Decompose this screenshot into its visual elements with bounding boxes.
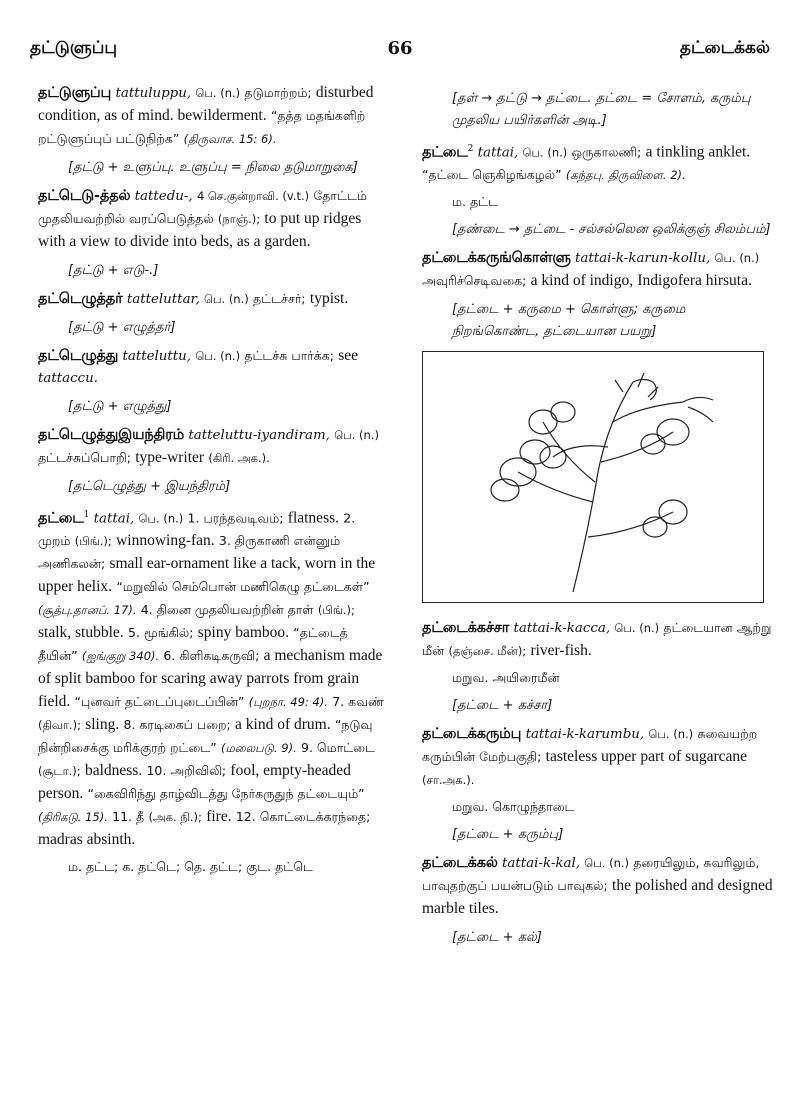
page-number: 66 — [387, 38, 413, 59]
tamil-gloss: சுவையற்ற கரும்பின் மேற்பகுதி; — [422, 726, 758, 765]
citation: (தஞ்சை. மீன்); — [448, 644, 527, 659]
pos: பெ. (n.) — [195, 86, 241, 100]
sense: 11. தீ — [112, 809, 145, 825]
entry — [38, 185, 390, 282]
english-gloss: madras absinth. — [38, 831, 136, 849]
citation: (சூத்பு.தானப். 17). — [38, 603, 137, 618]
etymology: [தள் → தட்டு → தட்டை. தட்டை = சோளம், கரும்பு முதலிய பயிர்களின் அடி.] — [452, 91, 751, 128]
etymology: [தட்டை + கச்சா] — [452, 698, 553, 714]
quotation: “தட்டை ஞெகிழங்கழல்” — [422, 167, 562, 183]
transliteration: tattai, — [477, 145, 519, 161]
sense: 12. கொட்டைக்கரந்தை; — [235, 809, 371, 825]
pos: பெ. (n.) — [138, 511, 184, 526]
transliteration: tattai-k-kacca, — [513, 621, 611, 637]
entry — [422, 723, 774, 846]
region: (நாஞ்.); — [217, 212, 261, 226]
etymology: [தண்டை → தட்டை - சல்சல்லென ஒலிக்குஞ் சிலம்பம்] — [452, 222, 771, 238]
quotation: “மறுவில் செம்பொன் மணிகெழு தட்டைகள்” — [116, 579, 370, 595]
etymology: [தட்டு + எழுத்தர்] — [68, 320, 176, 335]
pos: பெ. (n.) — [584, 856, 630, 871]
tamil-gloss: தட்டச்சு பார்க்க; — [244, 348, 334, 363]
tamil-gloss: ஒருகாலணி; — [571, 144, 642, 160]
quotation: “நடுவு நின்றிசைக்கு மரிக்குரற் றட்டை” — [38, 717, 373, 756]
right-column — [422, 82, 774, 955]
pos: பெ. (n.) — [614, 621, 660, 636]
pos: பெ. (n.) — [648, 727, 694, 742]
quotation: “தத்த மதங்களிற் றட்டுளுப்புப் பட்டுநிற்க” — [38, 108, 366, 146]
synonym: மறுவ. கொழுந்தாடை — [452, 799, 575, 815]
english-gloss: a kind of indigo, — [530, 272, 634, 290]
entry — [422, 138, 774, 241]
indigo-plant-illustration — [422, 351, 764, 603]
pos: பெ. (n.) — [195, 349, 241, 363]
homonym-number: 1 — [83, 510, 90, 520]
citation: (அக. நி.); — [148, 810, 202, 825]
sense: 6. கிளிகடிகருவி; — [163, 648, 260, 664]
headword: தட்டெழுத்தர் — [38, 291, 123, 307]
citation: (திரிகடு. 15). — [38, 810, 108, 825]
left-column — [38, 82, 390, 883]
header-right-word: தட்டைக்கல் — [679, 38, 770, 58]
headword: தட்டெழுத்து — [38, 348, 119, 364]
english-gloss: river-fish. — [530, 642, 592, 660]
entry — [422, 852, 774, 949]
entry — [38, 82, 390, 179]
tamil-gloss: தட்டையான ஆற்று மீன் — [422, 620, 772, 659]
etymology: [தட்டு + உளுப்பு. உளுப்பு = நிலை தடுமாறுகை] — [68, 160, 358, 175]
english-gloss: fire. — [206, 808, 232, 826]
tamil-gloss: அவுரிச்செடிவகை; — [422, 273, 527, 289]
entry — [38, 288, 390, 339]
header-left-word: தட்டுளுப்பு — [30, 38, 118, 58]
page-header — [30, 38, 770, 68]
english-gloss: sling. — [85, 716, 120, 734]
english-gloss: baldness. — [84, 762, 143, 780]
cognates: ம. தட்ட; க. தட்டெ; தெ. தட்ட; குட. தட்டெ — [68, 859, 313, 875]
transliteration: tattuluppu, — [115, 86, 192, 101]
sense: 9. மொட்டை — [301, 740, 375, 756]
citation: (ஐங்குறு 340). — [81, 649, 160, 664]
etymology: [தட்டை + கருமை + கொள்ளு; கருமை நிறங்கொண்ட, தட்டையான பயறு] — [452, 302, 686, 340]
headword: தட்டைக்கல் — [422, 855, 498, 872]
scientific-name: Indigofera hirsuta. — [637, 272, 752, 290]
english-gloss: to put up ridges with a view to divide into beds, as a garden. — [38, 210, 362, 250]
headword: தட்டெழுத்துஇயந்திரம் — [38, 427, 185, 443]
headword: தட்டை — [422, 144, 468, 161]
transliteration: tattai-k-karun-kollu, — [575, 251, 711, 267]
citation: (பிங்.); — [74, 534, 112, 549]
entry — [422, 247, 774, 343]
homonym-number: 2 — [467, 144, 474, 154]
headword: தட்டுளுப்பு — [38, 85, 112, 101]
tamil-gloss: தட்டச்சுப்பொறி; — [38, 450, 131, 465]
citation: (கந்தபு. திருவிளை. 2). — [565, 168, 686, 183]
pos: பெ. (n.) — [522, 145, 568, 160]
citation: (சா.அக.). — [422, 773, 475, 788]
entry — [38, 424, 390, 498]
entry — [422, 617, 774, 717]
pos: பெ. (n.) — [334, 428, 379, 442]
etymology: [தட்டை + கல்] — [452, 930, 542, 946]
sense: 10. அறிவிலி; — [146, 763, 227, 779]
entry — [38, 504, 390, 878]
etymology: [தட்டெழுத்து + இயந்திரம்] — [68, 479, 231, 494]
etymology: [தட்டு + எடு-.] — [68, 263, 159, 278]
tamil-gloss: தோட்டம் முதலியவற்றில் வரப்பெடுத்தல் — [38, 188, 367, 226]
quotation: “புனவர் தட்டைப்புடைப்பின்” — [74, 694, 245, 710]
citation: (கிரி. அக.). — [208, 451, 270, 465]
transliteration: tatteluttar, — [126, 292, 200, 307]
citation: (திருவாச. 15: 6). — [183, 132, 277, 146]
english-gloss: tasteless upper part of sugarcane — [545, 748, 748, 766]
sense: 7. கவண் — [332, 694, 384, 710]
sense: 3. திருகாணி என்னும் அணிகலன்; — [38, 533, 341, 572]
english-gloss: see — [338, 347, 359, 364]
cognates: ம. தட்ட — [452, 194, 499, 210]
citation: (மலைபடு. 9). — [220, 741, 297, 756]
headword: தட்டைக்கரும்பு — [422, 726, 522, 743]
english-gloss: a tinkling anklet. — [645, 143, 751, 161]
headword: தட்டை — [38, 510, 84, 527]
sense: 2. முறம் — [38, 510, 356, 549]
tamil-gloss: தரையிலும், சுவரிலும், பாவுதற்குப் பயன்படும் பாவுகல்; — [422, 855, 760, 894]
headword: தட்டைக்கருங்கொள்ளு — [422, 250, 571, 267]
english-gloss: type-writer — [135, 449, 205, 466]
transliteration: tattedu-, — [134, 189, 193, 204]
pos: 4 செ.குன்றாவி. (v.t.) — [196, 189, 310, 203]
english-gloss: a mechanism made of split bamboo for scaring away parrots from grain field. — [38, 647, 383, 711]
cross-reference: tattaccu. — [38, 371, 98, 386]
english-gloss: flatness. — [287, 509, 340, 527]
transliteration: tattai-k-karumbu, — [525, 727, 645, 743]
citation: (பிங்.); — [317, 603, 355, 618]
english-gloss: winnowing-fan. — [116, 532, 215, 550]
transliteration: tatteluttu, — [122, 349, 192, 364]
sense: 1. பரந்தவடிவம்; — [187, 510, 284, 526]
synonym: மறுவ. அயிரைமீன் — [452, 670, 560, 686]
english-gloss: small ear-ornament like a tack, worn in the upper helix. — [38, 555, 376, 596]
english-gloss: the polished and designed marble tiles. — [422, 877, 773, 918]
quotation: “கைவிரிந்து தாழ்விடத்து நேர்கருதுந் தட்டையும்” — [87, 786, 365, 802]
english-gloss: stalk, stubble. — [38, 624, 124, 642]
citation: (சூடா.); — [38, 764, 81, 779]
english-gloss: a kind of drum. — [235, 716, 331, 734]
english-gloss: fool, empty-headed person. — [38, 762, 351, 803]
english-gloss: disturbed condition, as of mind. bewilderment. — [38, 84, 374, 124]
citation: (புறநா. 49: 4). — [248, 695, 328, 710]
sense: 8. கரடிகைப் பறை; — [123, 717, 231, 733]
english-gloss: typist. — [309, 290, 349, 307]
etymology: [தட்டு + எழுத்து] — [68, 399, 172, 414]
tamil-gloss: தடுமாற்றம்; — [244, 85, 312, 100]
sense: 4. தினை முதலியவற்றின் தாள் — [140, 602, 314, 618]
transliteration: tattai-k-kal, — [502, 856, 580, 872]
entry — [38, 345, 390, 418]
pos: பெ. (n.) — [714, 251, 760, 266]
transliteration: tattai, — [93, 511, 135, 527]
citation: (திவா.); — [38, 718, 81, 733]
plant-drawing — [423, 352, 763, 602]
sense: 5. மூங்கில்; — [127, 625, 194, 641]
transliteration: tatteluttu-iyandiram, — [188, 428, 330, 443]
headword: தட்டைக்கச்சா — [422, 620, 510, 637]
tamil-gloss: தட்டச்சர்; — [253, 291, 306, 306]
headword: தட்டெடு-த்தல் — [38, 188, 131, 204]
quotation: “தட்டைத் தீயின்” — [38, 625, 348, 664]
english-gloss: spiny bamboo. — [197, 624, 290, 642]
etymology: [தட்டை + கரும்பு] — [452, 827, 564, 843]
pos: பெ. (n.) — [204, 292, 249, 306]
